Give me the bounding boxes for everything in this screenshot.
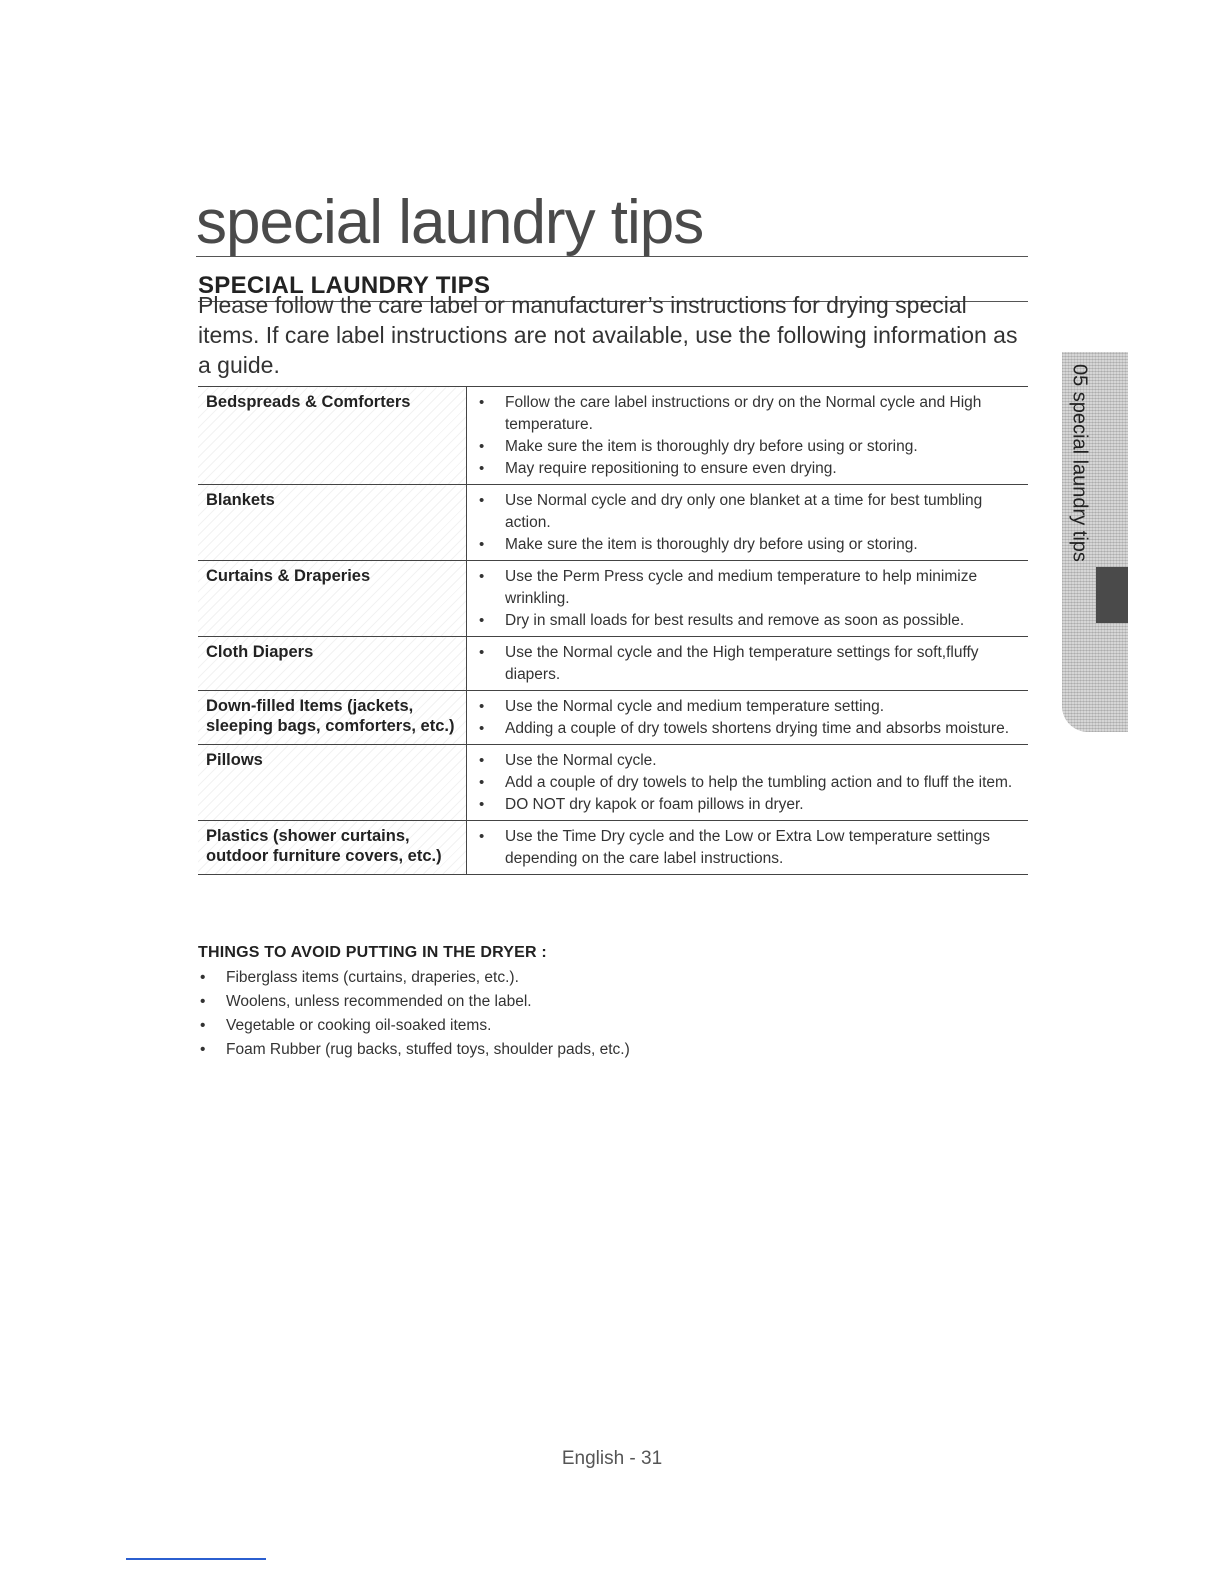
- table-row: [198, 387, 1028, 485]
- tip-list: [475, 750, 1020, 816]
- avoid-item: • Woolens, unless recommended on the label.: [198, 990, 1028, 1014]
- item-tips: [467, 691, 1029, 745]
- page-number: English - 31: [561, 1448, 663, 1469]
- avoid-item: • Foam Rubber (rug backs, stuffed toys, shoulder pads, etc.): [198, 1038, 1028, 1062]
- tip-item: • Dry in small loads for best results and remove as soon as possible.: [475, 610, 1020, 632]
- chapter-side-tab-label: 05 special laundry tips: [1068, 364, 1091, 562]
- item-name: Curtains & Draperies: [198, 561, 467, 637]
- item-tips: [467, 561, 1029, 637]
- table-row: [198, 637, 1028, 691]
- tip-item: • Use the Normal cycle and medium temperature setting.: [475, 696, 1020, 718]
- item-tips: [467, 387, 1029, 485]
- item-name: Blankets: [198, 485, 467, 561]
- item-name: Plastics (shower curtains, outdoor furniture covers, etc.): [198, 821, 467, 875]
- page-title: special laundry tips: [196, 190, 1028, 257]
- table-row: [198, 691, 1028, 745]
- avoid-heading: THINGS TO AVOID PUTTING IN THE DRYER :: [198, 944, 547, 961]
- tip-item: • Add a couple of dry towels to help the tumbling action and to fluff the item.: [475, 772, 1020, 794]
- tip-list: [475, 566, 1020, 632]
- tip-list: [475, 392, 1020, 480]
- item-name: Cloth Diapers: [198, 637, 467, 691]
- avoid-item: • Fiberglass items (curtains, draperies, etc.).: [198, 966, 1028, 990]
- item-tips: [467, 485, 1029, 561]
- tips-table: [198, 386, 1028, 875]
- chapter-tab-marker: [1096, 567, 1128, 623]
- tip-list: [475, 826, 1020, 870]
- tip-item: • Use the Time Dry cycle and the Low or Extra Low temperature settings depending on the care label instructions.: [475, 826, 1020, 870]
- tip-list: [475, 490, 1020, 556]
- item-name: Down-filled Items (jackets, sleeping bags, comforters, etc.): [198, 691, 467, 745]
- avoid-item: • Vegetable or cooking oil-soaked items.: [198, 1014, 1028, 1038]
- item-tips: [467, 637, 1029, 691]
- tip-list: [475, 696, 1020, 740]
- table-row: [198, 745, 1028, 821]
- table-row: [198, 821, 1028, 875]
- item-tips: [467, 745, 1029, 821]
- tip-item: • Use Normal cycle and dry only one blanket at a time for best tumbling action.: [475, 490, 1020, 534]
- item-name: Pillows: [198, 745, 467, 821]
- table-row: [198, 561, 1028, 637]
- item-tips: [467, 821, 1029, 875]
- tip-item: • Use the Normal cycle.: [475, 750, 1020, 772]
- tip-list: [475, 642, 1020, 686]
- tip-item: • DO NOT dry kapok or foam pillows in dryer.: [475, 794, 1020, 816]
- tip-item: • Use the Normal cycle and the High temperature settings for soft,fluffy diapers.: [475, 642, 1020, 686]
- tip-item: • Use the Perm Press cycle and medium temperature to help minimize wrinkling.: [475, 566, 1020, 610]
- tip-item: • Adding a couple of dry towels shortens drying time and absorbs moisture.: [475, 718, 1020, 740]
- tip-item: • Make sure the item is thoroughly dry before using or storing.: [475, 436, 1020, 458]
- tips-table-body: [198, 387, 1028, 875]
- bottom-divider: [126, 1558, 266, 1560]
- tip-item: • May require repositioning to ensure even drying.: [475, 458, 1020, 480]
- intro-paragraph: Please follow the care label or manufacturer’s instructions for drying special items. If care label instructions are not available, use the following information as a guide.: [198, 292, 1018, 378]
- section-heading: SPECIAL LAUNDRY TIPS: [198, 271, 1028, 302]
- item-name: Bedspreads & Comforters: [198, 387, 467, 485]
- avoid-list: [198, 966, 1028, 1062]
- tip-item: • Follow the care label instructions or dry on the Normal cycle and High temperature.: [475, 392, 1020, 436]
- table-row: [198, 485, 1028, 561]
- tip-item: • Make sure the item is thoroughly dry before using or storing.: [475, 534, 1020, 556]
